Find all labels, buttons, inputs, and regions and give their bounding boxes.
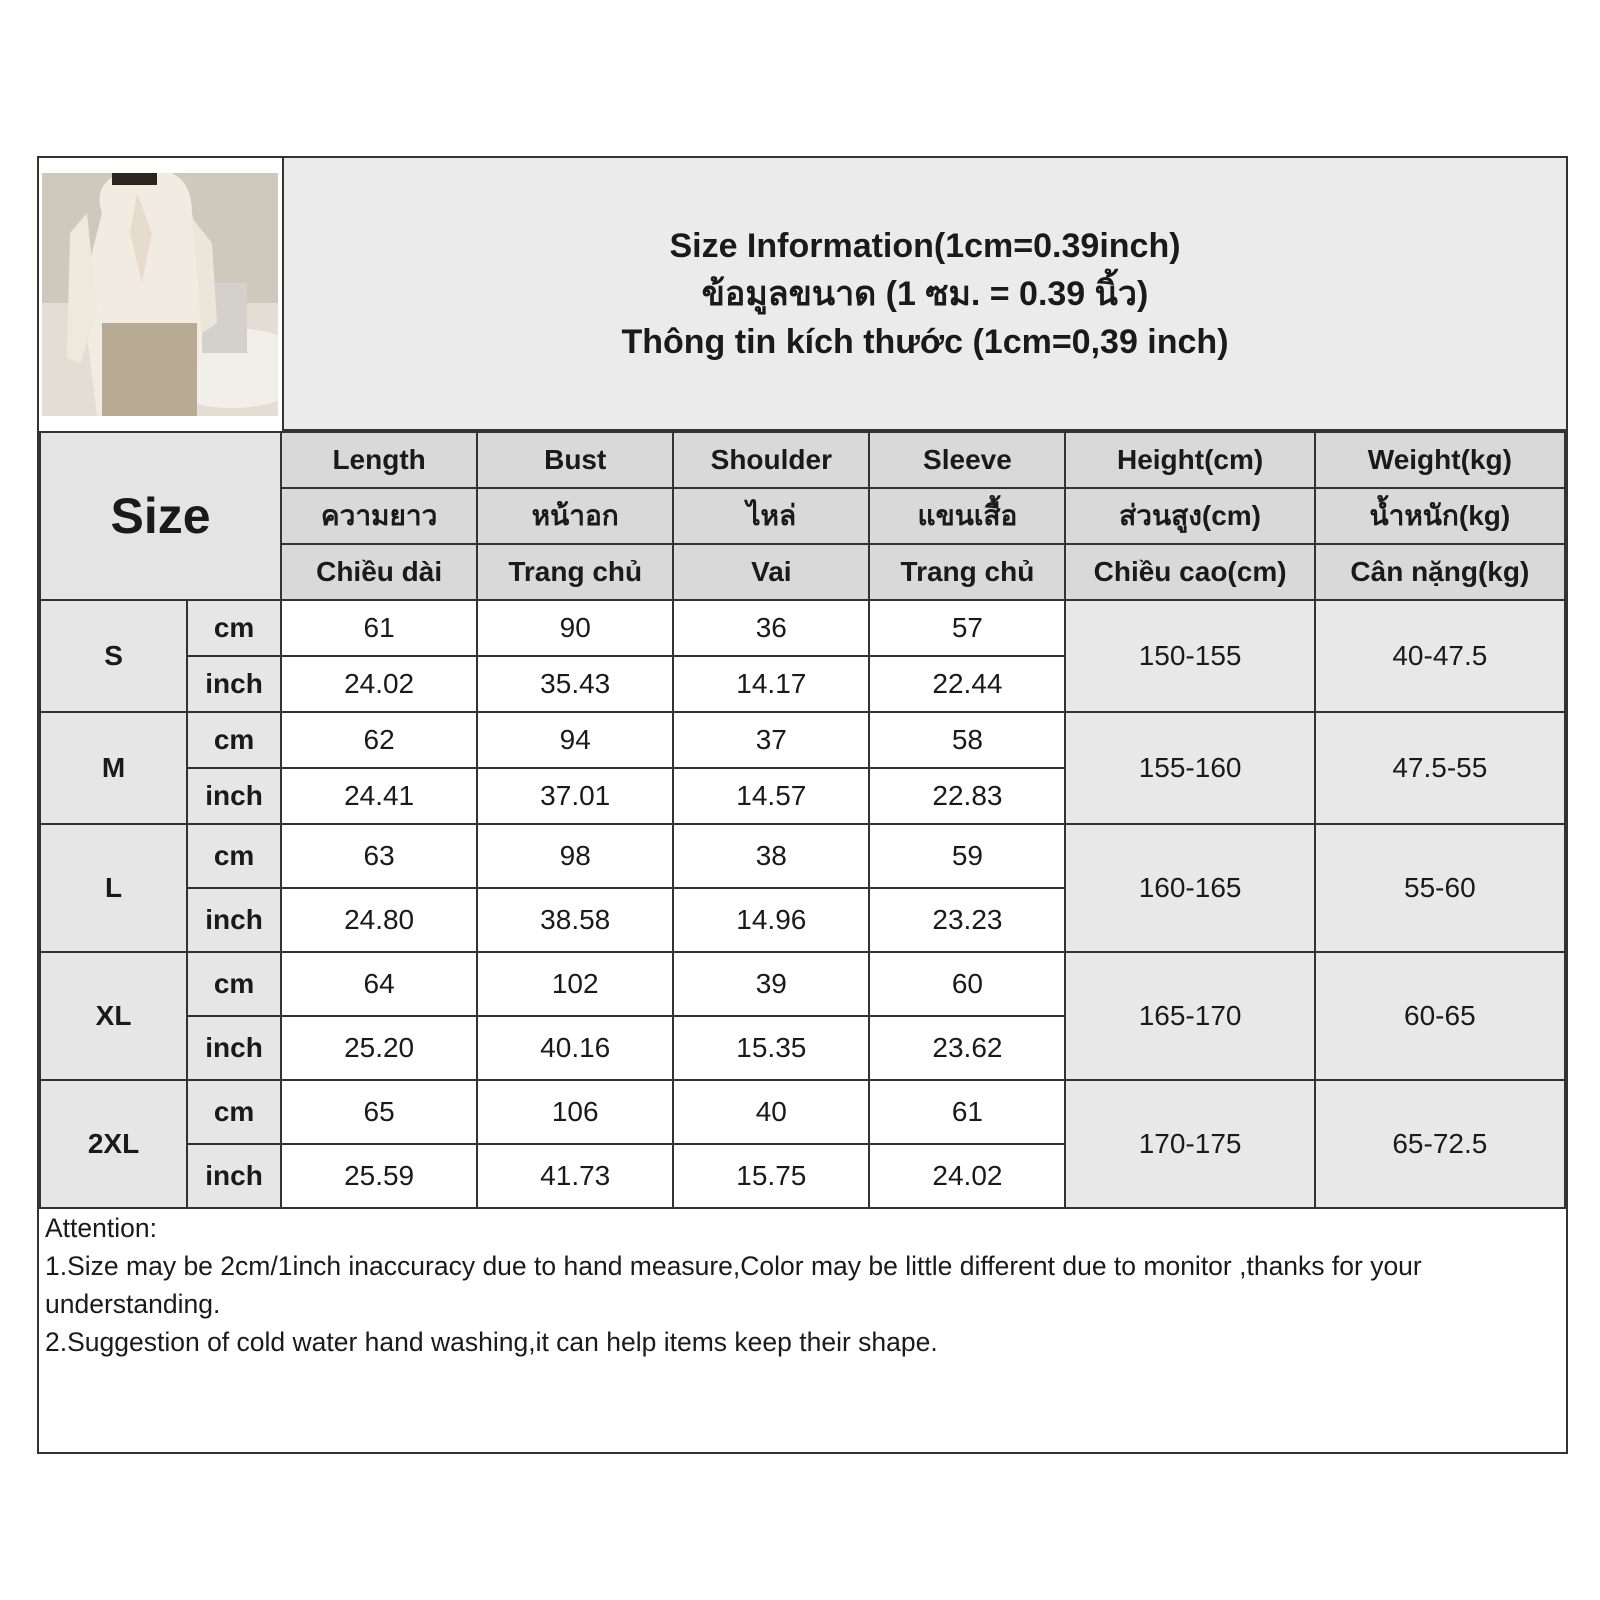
table-cell: 24.02 [869, 1144, 1065, 1208]
table-cell: 22.83 [869, 768, 1065, 824]
table-cell: 39 [673, 952, 869, 1016]
table-cell: 14.96 [673, 888, 869, 952]
table-cell: 38 [673, 824, 869, 888]
unit-cm-label: cm [187, 824, 281, 888]
col-length-vi: Chiều dài [281, 544, 477, 600]
table-cell: 36 [673, 600, 869, 656]
size-l-label: L [40, 824, 187, 952]
attention-note-2: 2.Suggestion of cold water hand washing,it can help items keep their shape. [45, 1327, 938, 1357]
col-height-vi: Chiều cao(cm) [1065, 544, 1314, 600]
table-cell: 38.58 [477, 888, 673, 952]
attention-notes [45, 1209, 1552, 1361]
table-cell: 94 [477, 712, 673, 768]
table-cell: 57 [869, 600, 1065, 656]
col-length-en: Length [281, 432, 477, 488]
attention-note-1: 1.Size may be 2cm/1inch inaccuracy due to hand measure,Color may be little different due to monitor ,thanks for your understanding. [45, 1251, 1422, 1319]
table-row [40, 1080, 1565, 1144]
weight-range: 55-60 [1315, 824, 1565, 952]
table-cell: 25.20 [281, 1016, 477, 1080]
col-weight-en: Weight(kg) [1315, 432, 1565, 488]
table-cell: 24.80 [281, 888, 477, 952]
table-cell: 59 [869, 824, 1065, 888]
table-cell: 102 [477, 952, 673, 1016]
unit-inch-label: inch [187, 768, 281, 824]
table-cell: 60 [869, 952, 1065, 1016]
size-m-label: M [40, 712, 187, 824]
col-bust-vi: Trang chủ [477, 544, 673, 600]
title-vietnamese: Thông tin kích thước (1cm=0,39 inch) [621, 322, 1229, 361]
col-sleeve-en: Sleeve [869, 432, 1065, 488]
unit-inch-label: inch [187, 1144, 281, 1208]
col-bust-th: หน้าอก [477, 488, 673, 544]
table-cell: 22.44 [869, 656, 1065, 712]
col-shoulder-en: Shoulder [673, 432, 869, 488]
table-cell: 25.59 [281, 1144, 477, 1208]
size-chart [37, 156, 1568, 1454]
table-cell: 40 [673, 1080, 869, 1144]
unit-inch-label: inch [187, 888, 281, 952]
table-cell: 23.23 [869, 888, 1065, 952]
height-range: 155-160 [1065, 712, 1314, 824]
product-photo [42, 173, 278, 416]
table-cell: 37 [673, 712, 869, 768]
unit-inch-label: inch [187, 656, 281, 712]
height-range: 150-155 [1065, 600, 1314, 712]
col-height-en: Height(cm) [1065, 432, 1314, 488]
size-xl-label: XL [40, 952, 187, 1080]
col-length-th: ความยาว [281, 488, 477, 544]
table-cell: 15.75 [673, 1144, 869, 1208]
table-cell: 37.01 [477, 768, 673, 824]
unit-cm-label: cm [187, 712, 281, 768]
table-row [40, 824, 1565, 888]
title-thai: ข้อมูลขนาด (1 ซม. = 0.39 นิ้ว) [701, 274, 1149, 313]
weight-range: 60-65 [1315, 952, 1565, 1080]
col-shoulder-vi: Vai [673, 544, 869, 600]
table-cell: 63 [281, 824, 477, 888]
height-range: 165-170 [1065, 952, 1314, 1080]
size-table [39, 431, 1566, 1209]
table-cell: 41.73 [477, 1144, 673, 1208]
table-cell: 40.16 [477, 1016, 673, 1080]
size-header: Size [40, 432, 281, 600]
table-cell: 23.62 [869, 1016, 1065, 1080]
table-cell: 106 [477, 1080, 673, 1144]
unit-inch-label: inch [187, 1016, 281, 1080]
table-cell: 62 [281, 712, 477, 768]
table-cell: 24.02 [281, 656, 477, 712]
table-cell: 61 [281, 600, 477, 656]
table-cell: 24.41 [281, 768, 477, 824]
attention-heading: Attention: [45, 1213, 157, 1243]
table-cell: 15.35 [673, 1016, 869, 1080]
table-row [40, 600, 1565, 656]
table-cell: 65 [281, 1080, 477, 1144]
table-cell: 98 [477, 824, 673, 888]
col-height-th: ส่วนสูง(cm) [1065, 488, 1314, 544]
weight-range: 40-47.5 [1315, 600, 1565, 712]
col-sleeve-th: แขนเสื้อ [869, 488, 1065, 544]
size-s-label: S [40, 600, 187, 712]
height-range: 160-165 [1065, 824, 1314, 952]
table-cell: 90 [477, 600, 673, 656]
weight-range: 47.5-55 [1315, 712, 1565, 824]
weight-range: 65-72.5 [1315, 1080, 1565, 1208]
unit-cm-label: cm [187, 952, 281, 1016]
table-cell: 14.17 [673, 656, 869, 712]
size-information-title-box [282, 158, 1566, 431]
table-row [40, 712, 1565, 768]
table-cell: 61 [869, 1080, 1065, 1144]
title-english: Size Information(1cm=0.39inch) [669, 226, 1181, 265]
table-cell: 14.57 [673, 768, 869, 824]
height-range: 170-175 [1065, 1080, 1314, 1208]
table-cell: 58 [869, 712, 1065, 768]
col-shoulder-th: ไหล่ [673, 488, 869, 544]
col-weight-th: น้ำหนัก(kg) [1315, 488, 1565, 544]
col-bust-en: Bust [477, 432, 673, 488]
unit-cm-label: cm [187, 1080, 281, 1144]
size-2xl-label: 2XL [40, 1080, 187, 1208]
col-sleeve-vi: Trang chủ [869, 544, 1065, 600]
col-weight-vi: Cân nặng(kg) [1315, 544, 1565, 600]
table-cell: 64 [281, 952, 477, 1016]
unit-cm-label: cm [187, 600, 281, 656]
table-cell: 35.43 [477, 656, 673, 712]
table-row [40, 952, 1565, 1016]
